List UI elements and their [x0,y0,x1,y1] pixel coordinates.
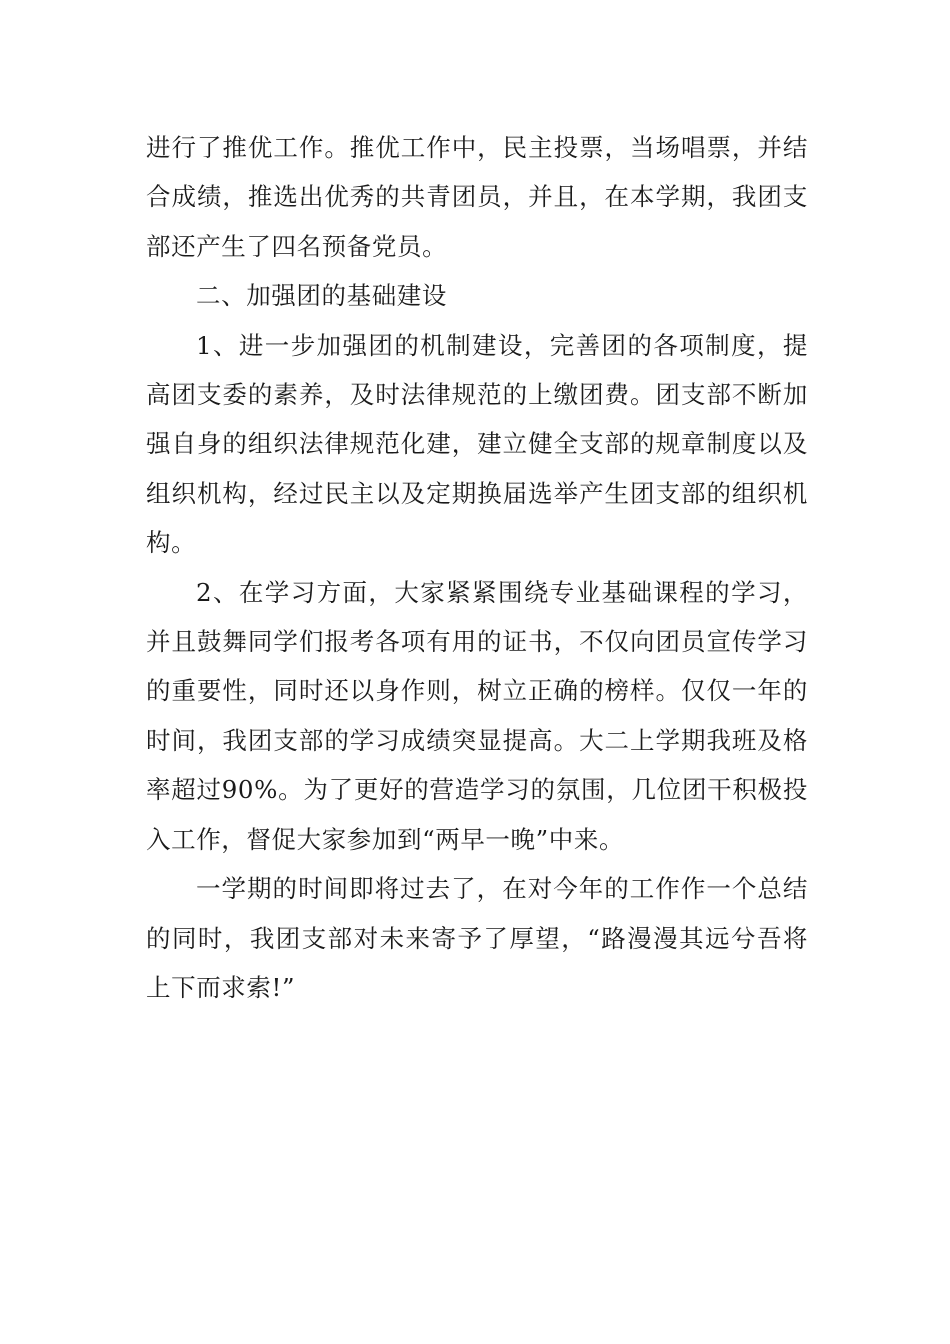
section-heading: 二、加强团的基础建设 [196,281,447,311]
document-body [146,123,808,1012]
paragraph-item-1: 1、进一步加强团的机制建设，完善团的各项制度，提高团支委的素养，及时法律规范的上缴团费。团支部不断加强自身的组织法律规范化建，建立健全支部的规章制度以及组织机构，经过民主以及定期换届选举产生团支部的组织机构。 [146,330,808,558]
paragraph-conclusion: 一学期的时间即将过去了，在对今年的工作作一个总结的同时，我团支部对未来寄予了厚望，“路漫漫其远兮吾将上下而求索!” [146,874,808,1002]
paragraph-item-2: 2、在学习方面，大家紧紧围绕专业基础课程的学习，并且鼓舞同学们报考各项有用的证书，不仅向团员宣传学习的重要性，同时还以身作则，树立正确的榜样。仅仅一年的时间，我团支部的学习成绩突显提高。大二上学期我班及格率超过90%。为了更好的营造学习的氛围，几位团干积极投入工作，督促大家参加到“两早一晚”中来。 [146,577,808,854]
paragraph-continuation: 进行了推优工作。推优工作中，民主投票，当场唱票，并结合成绩，推选出优秀的共青团员，并且，在本学期，我团支部还产生了四名预备党员。 [146,133,808,261]
